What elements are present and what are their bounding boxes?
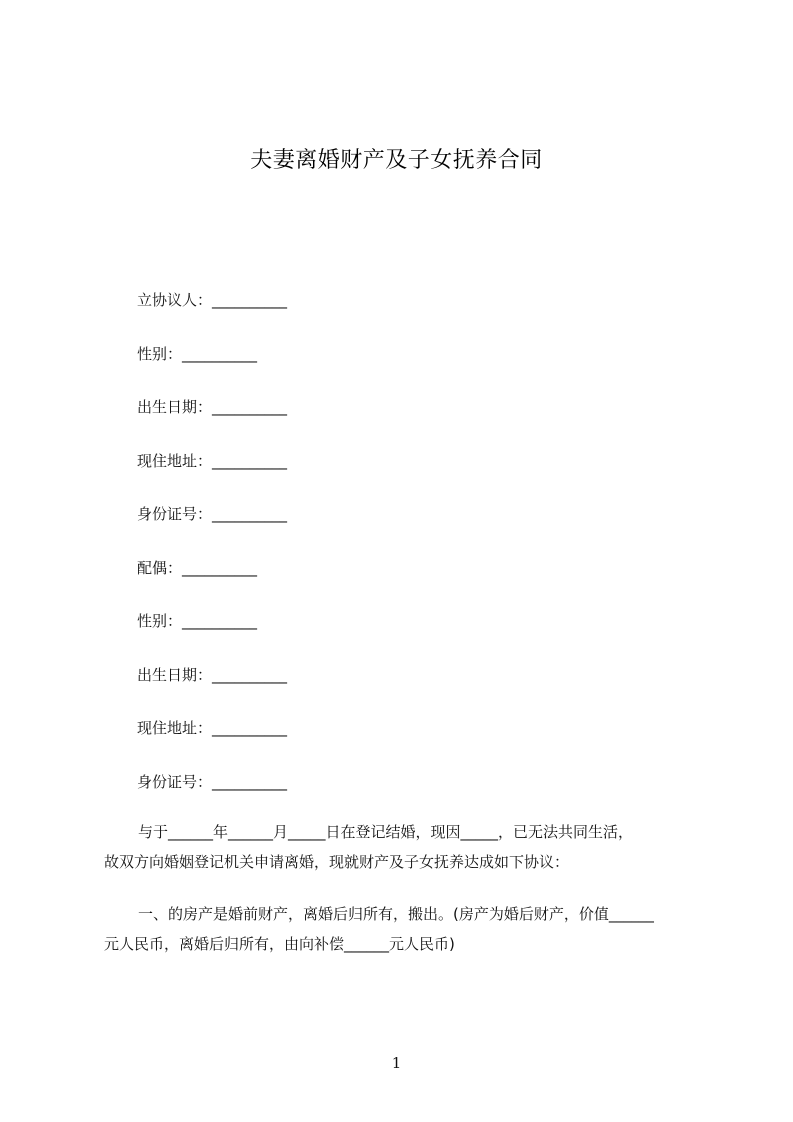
page-number: 1 [391,1054,402,1072]
field-spouse-name: 配偶：__________ [137,558,258,577]
field-party-id-number: 身份证号：__________ [137,505,288,523]
marriage-paragraph-line: 故双方向婚姻登记机关申请离婚，现就财产及子女抚养达成如下协议： [104,853,570,871]
property-clause-paragraph [104,899,704,959]
property-clause-line: 一、的房产是婚前财产，离婚后归所有，搬出。(房产为婚后财产，价值______ [138,905,654,923]
field-party-birthdate: 出生日期：__________ [137,398,288,416]
field-spouse-id-number: 身份证号：__________ [137,772,288,791]
field-spouse-birthdate: 出生日期：__________ [137,665,288,684]
document-title: 夫妻离婚财产及子女抚养合同 [250,148,543,173]
marriage-paragraph [104,817,704,877]
marriage-paragraph-line: 与于______年______月_____日在登记结婚，现因_____，已无法共同生活， [138,823,634,841]
property-clause-line: 元人民币，离婚后归所有，由向补偿______元人民币) [104,935,455,953]
field-spouse-address: 现住地址：__________ [137,719,288,737]
field-party-gender: 性别：__________ [137,344,258,363]
field-spouse-gender: 性别：__________ [137,612,258,630]
field-party-name: 立协议人：__________ [137,291,288,309]
party-info-list [137,290,287,825]
field-party-address: 现住地址：__________ [137,451,288,470]
